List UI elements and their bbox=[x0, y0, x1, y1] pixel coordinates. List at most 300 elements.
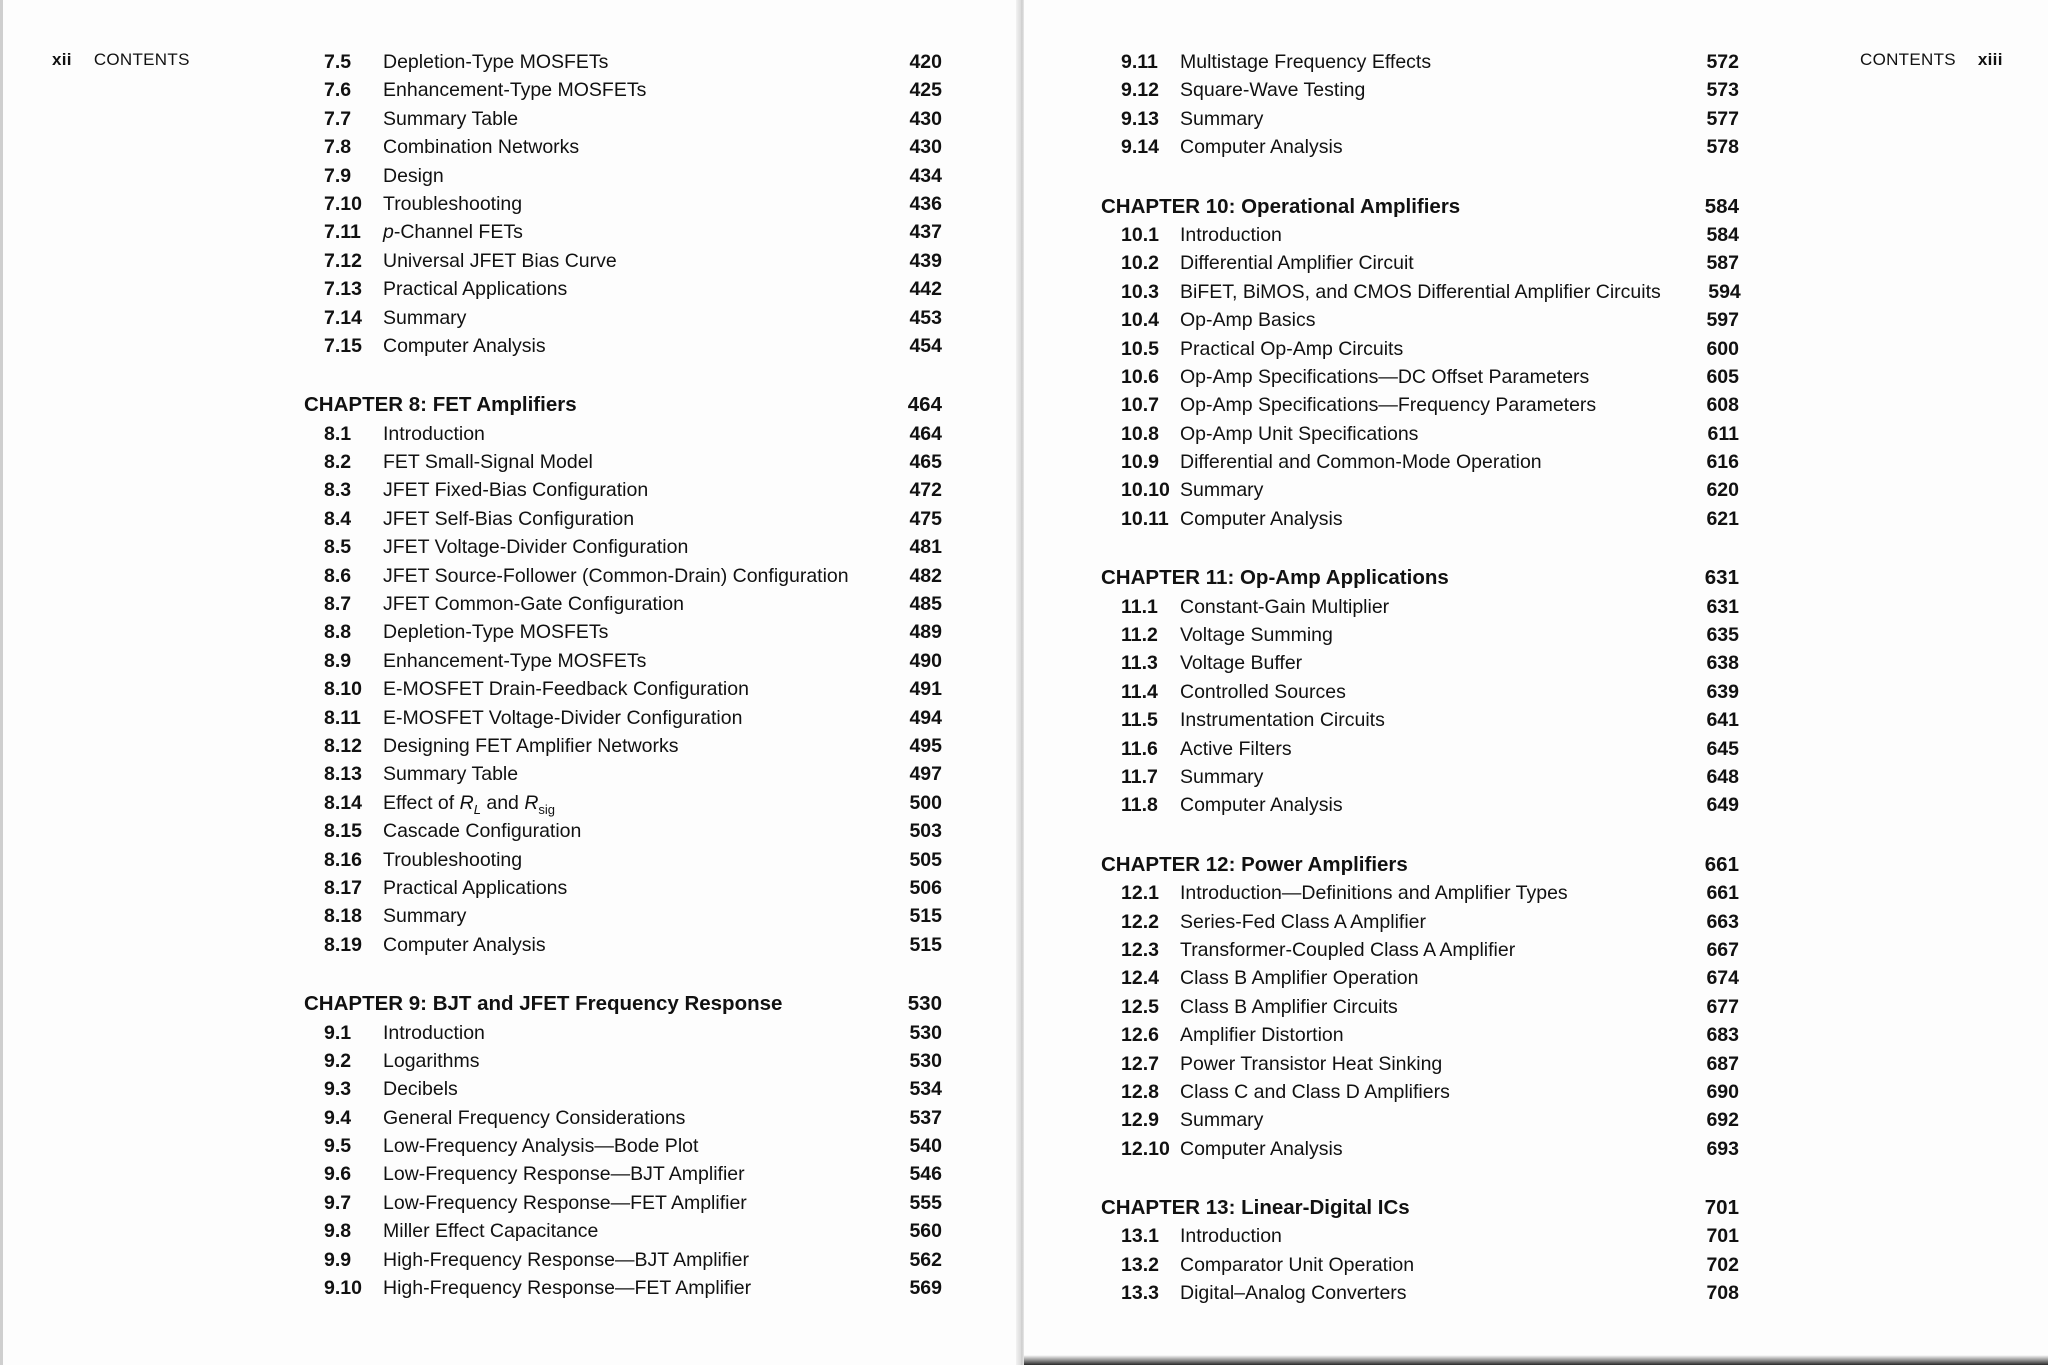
section-title: Op-Amp Specifications—Frequency Parameters bbox=[1180, 394, 1597, 417]
toc-entry bbox=[304, 846, 942, 874]
page-number: 645 bbox=[1706, 737, 1739, 760]
toc-entry bbox=[304, 533, 942, 561]
toc-entry bbox=[304, 1075, 942, 1103]
section-title: Differential Amplifier Circuit bbox=[1180, 252, 1414, 275]
section-number: 9.1 bbox=[324, 1021, 352, 1044]
page-number: 454 bbox=[909, 334, 942, 357]
page-number: 534 bbox=[909, 1078, 942, 1101]
section-number: 12.10 bbox=[1121, 1137, 1170, 1160]
section-title: BiFET, BiMOS, and CMOS Differential Amplifier Circuits bbox=[1180, 280, 1661, 303]
left-page bbox=[0, 0, 1020, 1365]
section-number: 8.7 bbox=[324, 593, 352, 616]
section-number: 10.3 bbox=[1121, 280, 1159, 303]
toc-entry bbox=[1101, 76, 1739, 104]
toc-entry bbox=[1101, 593, 1739, 621]
section-number: 9.2 bbox=[324, 1049, 352, 1072]
page-number: 490 bbox=[909, 649, 942, 672]
page-number: 530 bbox=[907, 992, 942, 1016]
toc-entry bbox=[1101, 1106, 1739, 1134]
page-number: 540 bbox=[909, 1135, 942, 1158]
section-title: Op-Amp Specifications—DC Offset Parameters bbox=[1180, 365, 1590, 388]
section-number: 8.16 bbox=[324, 848, 362, 871]
toc-entry bbox=[304, 817, 942, 845]
page-number: 430 bbox=[909, 136, 942, 159]
toc-entry bbox=[1101, 105, 1739, 133]
section-title: Cascade Configuration bbox=[383, 820, 582, 843]
section-number: 11.1 bbox=[1121, 595, 1158, 618]
section-number: 10.11 bbox=[1121, 507, 1169, 530]
section-number: 11.5 bbox=[1121, 709, 1158, 732]
section-title: Digital–Analog Converters bbox=[1180, 1282, 1407, 1305]
section-title: Op-Amp Basics bbox=[1180, 309, 1316, 332]
section-title: Practical Applications bbox=[383, 876, 568, 899]
section-title: Enhancement-Type MOSFETs bbox=[383, 649, 647, 672]
page-number: 693 bbox=[1706, 1137, 1739, 1160]
toc-entry bbox=[1101, 391, 1739, 419]
section-title: FET Small-Signal Model bbox=[383, 451, 593, 474]
toc-entry bbox=[304, 190, 942, 218]
chapter-title: CHAPTER 10: Operational Amplifiers bbox=[1101, 194, 1461, 218]
section-title: Design bbox=[383, 164, 444, 187]
page-number: 464 bbox=[907, 393, 942, 417]
section-number: 7.11 bbox=[324, 221, 361, 244]
section-title: Comparator Unit Operation bbox=[1180, 1253, 1415, 1276]
section-number: 10.4 bbox=[1121, 309, 1159, 332]
page-number: 690 bbox=[1706, 1080, 1739, 1103]
section-title: JFET Fixed-Bias Configuration bbox=[383, 479, 649, 502]
section-title: Logarithms bbox=[383, 1049, 480, 1072]
toc-entry bbox=[1101, 791, 1739, 819]
toc-entry bbox=[304, 105, 942, 133]
section-number: 8.13 bbox=[324, 763, 362, 786]
toc-entry bbox=[1101, 763, 1739, 791]
page-number: 677 bbox=[1706, 995, 1739, 1018]
page-number: 495 bbox=[909, 734, 942, 757]
toc-entry bbox=[1101, 221, 1739, 249]
section-title: Class C and Class D Amplifiers bbox=[1180, 1080, 1450, 1103]
left-running-header bbox=[52, 50, 190, 70]
section-title: Practical Op-Amp Circuits bbox=[1180, 337, 1404, 360]
section-title: JFET Source-Follower (Common-Drain) Configuration bbox=[383, 564, 849, 587]
page-number: 616 bbox=[1706, 451, 1739, 474]
section-title: Decibels bbox=[383, 1078, 458, 1101]
page-number: 485 bbox=[909, 593, 942, 616]
section-title: Summary Table bbox=[383, 107, 519, 130]
page-number: 503 bbox=[909, 820, 942, 843]
section-title: JFET Self-Bias Configuration bbox=[383, 507, 635, 530]
section-number: 7.10 bbox=[324, 192, 362, 215]
page-number: 481 bbox=[909, 536, 942, 559]
section-title: Differential and Common-Mode Operation bbox=[1180, 451, 1542, 474]
section-title: Depletion-Type MOSFETs bbox=[383, 51, 609, 73]
toc-entry bbox=[1101, 1279, 1739, 1307]
toc-entry bbox=[304, 505, 942, 533]
section-number: 9.11 bbox=[1121, 51, 1158, 73]
left-page-number: xii bbox=[52, 50, 72, 69]
page-number: 620 bbox=[1706, 479, 1739, 502]
page-number: 546 bbox=[909, 1163, 942, 1186]
section-title: High-Frequency Response—FET Amplifier bbox=[383, 1277, 752, 1300]
section-number: 10.2 bbox=[1121, 252, 1159, 275]
section-title: Troubleshooting bbox=[383, 192, 523, 215]
section-number: 12.5 bbox=[1121, 995, 1159, 1018]
section-title: Low-Frequency Response—FET Amplifier bbox=[383, 1191, 747, 1214]
section-title: Low-Frequency Analysis—Bode Plot bbox=[383, 1135, 699, 1158]
toc-entry bbox=[304, 902, 942, 930]
section-number: 8.5 bbox=[324, 536, 352, 559]
section-title: Summary bbox=[383, 306, 467, 329]
section-number: 8.15 bbox=[324, 820, 362, 843]
toc-entry bbox=[304, 133, 942, 161]
page-number: 667 bbox=[1706, 938, 1739, 961]
toc-entry bbox=[1101, 48, 1739, 76]
chapter-title: CHAPTER 11: Op-Amp Applications bbox=[1101, 566, 1449, 590]
toc-entry bbox=[304, 1217, 942, 1245]
section-title: Practical Applications bbox=[383, 278, 568, 301]
toc-entry bbox=[304, 76, 942, 104]
section-number: 12.4 bbox=[1121, 967, 1159, 990]
section-number: 7.14 bbox=[324, 306, 362, 329]
chapter-heading bbox=[1101, 851, 1739, 879]
toc-entry bbox=[1101, 1078, 1739, 1106]
page-number: 708 bbox=[1706, 1282, 1739, 1305]
page-number: 584 bbox=[1704, 194, 1739, 218]
section-number: 8.9 bbox=[324, 649, 352, 672]
page-number: 584 bbox=[1706, 223, 1739, 246]
page-number: 491 bbox=[909, 678, 942, 701]
section-number: 12.9 bbox=[1121, 1109, 1159, 1132]
page-number: 530 bbox=[909, 1021, 942, 1044]
toc-entry bbox=[1101, 363, 1739, 391]
toc-entry bbox=[304, 247, 942, 275]
page-number: 494 bbox=[909, 706, 942, 729]
section-title: Active Filters bbox=[1180, 737, 1292, 760]
section-number: 12.7 bbox=[1121, 1052, 1159, 1075]
toc-entry bbox=[1101, 649, 1739, 677]
page-number: 587 bbox=[1706, 252, 1739, 275]
page-number: 578 bbox=[1706, 136, 1739, 159]
section-number: 9.9 bbox=[324, 1248, 352, 1271]
page-number: 597 bbox=[1706, 309, 1739, 332]
page-number: 641 bbox=[1706, 709, 1739, 732]
section-title: Summary bbox=[1180, 765, 1264, 788]
toc-entry bbox=[1101, 706, 1739, 734]
page-number: 631 bbox=[1704, 566, 1739, 590]
section-title: Series-Fed Class A Amplifier bbox=[1180, 910, 1427, 933]
section-title: Computer Analysis bbox=[1180, 794, 1343, 817]
section-title: Voltage Buffer bbox=[1180, 652, 1303, 675]
toc-entry bbox=[1101, 335, 1739, 363]
section-title: Summary Table bbox=[383, 763, 519, 786]
section-title: Summary bbox=[1180, 107, 1264, 130]
page-number: 425 bbox=[909, 79, 942, 102]
page-number: 453 bbox=[909, 306, 942, 329]
toc-entry bbox=[304, 647, 942, 675]
section-spacer bbox=[1101, 162, 1739, 193]
section-number: 7.8 bbox=[324, 136, 352, 159]
section-number: 11.6 bbox=[1121, 737, 1158, 760]
section-number: 8.3 bbox=[324, 479, 352, 502]
right-page-number: xiii bbox=[1977, 50, 2003, 69]
chapter-heading bbox=[1101, 193, 1739, 221]
section-title: Computer Analysis bbox=[383, 933, 546, 956]
toc-entry bbox=[304, 218, 942, 246]
toc-entry bbox=[1101, 1251, 1739, 1279]
section-number: 10.8 bbox=[1121, 422, 1159, 445]
page-number: 661 bbox=[1704, 852, 1739, 876]
page-number: 420 bbox=[909, 51, 942, 73]
section-number: 13.2 bbox=[1121, 1253, 1159, 1276]
section-number: 10.9 bbox=[1121, 451, 1159, 474]
toc-entry bbox=[1101, 420, 1739, 448]
section-number: 9.3 bbox=[324, 1078, 352, 1101]
toc-entry bbox=[304, 1246, 942, 1274]
page-number: 702 bbox=[1706, 1253, 1739, 1276]
page-number: 482 bbox=[909, 564, 942, 587]
section-spacer bbox=[304, 959, 942, 990]
toc-entry bbox=[304, 789, 942, 817]
toc-entry bbox=[1101, 621, 1739, 649]
page-number: 638 bbox=[1706, 652, 1739, 675]
chapter-title: CHAPTER 9: BJT and JFET Frequency Response bbox=[304, 992, 783, 1016]
section-title: Computer Analysis bbox=[1180, 1137, 1343, 1160]
section-number: 7.13 bbox=[324, 278, 362, 301]
section-title: Effect of $R_L$ and $R_{sig}$ bbox=[383, 791, 556, 817]
page-number: 594 bbox=[1708, 280, 1741, 303]
page-number: 436 bbox=[909, 192, 942, 215]
section-title: Miller Effect Capacitance bbox=[383, 1220, 599, 1243]
section-number: 8.6 bbox=[324, 564, 352, 587]
section-title: Multistage Frequency Effects bbox=[1180, 51, 1432, 73]
left-toc-list bbox=[304, 48, 942, 1302]
section-title: Introduction bbox=[1180, 1225, 1282, 1248]
right-running-header bbox=[1860, 50, 2003, 70]
page-number: 600 bbox=[1706, 337, 1739, 360]
section-number: 8.18 bbox=[324, 905, 362, 928]
section-title: Enhancement-Type MOSFETs bbox=[383, 79, 647, 102]
page-number: 621 bbox=[1706, 507, 1739, 530]
section-title: Introduction bbox=[383, 1021, 485, 1044]
toc-entry bbox=[304, 874, 942, 902]
toc-entry bbox=[1101, 908, 1739, 936]
toc-entry bbox=[1101, 306, 1739, 334]
right-page bbox=[1024, 0, 2048, 1365]
section-number: 11.8 bbox=[1121, 794, 1158, 817]
page-edge bbox=[0, 0, 3, 1365]
section-number: 8.11 bbox=[324, 706, 361, 729]
section-title: Amplifier Distortion bbox=[1180, 1024, 1344, 1047]
section-number: 8.10 bbox=[324, 678, 362, 701]
section-title: Introduction bbox=[383, 422, 485, 445]
section-number: 12.1 bbox=[1121, 882, 1159, 905]
page-number: 661 bbox=[1706, 882, 1739, 905]
page-number: 701 bbox=[1704, 1196, 1739, 1220]
page-number: 639 bbox=[1706, 680, 1739, 703]
section-number: 9.10 bbox=[324, 1277, 362, 1300]
page-number: 437 bbox=[909, 221, 942, 244]
page-number: 692 bbox=[1706, 1109, 1739, 1132]
toc-entry bbox=[304, 931, 942, 959]
section-title: Introduction bbox=[1180, 223, 1282, 246]
section-title: Summary bbox=[1180, 479, 1264, 502]
toc-entry bbox=[304, 304, 942, 332]
page-number: 497 bbox=[909, 763, 942, 786]
toc-entry bbox=[304, 590, 942, 618]
section-number: 8.2 bbox=[324, 451, 352, 474]
chapter-title: CHAPTER 12: Power Amplifiers bbox=[1101, 852, 1408, 876]
chapter-heading bbox=[1101, 564, 1739, 592]
section-title: Computer Analysis bbox=[1180, 507, 1343, 530]
page-number: 515 bbox=[909, 905, 942, 928]
section-number: 12.8 bbox=[1121, 1080, 1159, 1103]
page-number: 475 bbox=[909, 507, 942, 530]
section-title: Computer Analysis bbox=[1180, 136, 1343, 159]
section-number: 8.12 bbox=[324, 734, 362, 757]
section-number: 9.7 bbox=[324, 1191, 352, 1214]
section-number: 12.3 bbox=[1121, 938, 1159, 961]
section-title: Constant-Gain Multiplier bbox=[1180, 595, 1390, 618]
toc-entry bbox=[1101, 249, 1739, 277]
section-title: Universal JFET Bias Curve bbox=[383, 249, 617, 272]
toc-entry bbox=[1101, 1021, 1739, 1049]
toc-entry bbox=[304, 704, 942, 732]
page-number: 505 bbox=[909, 848, 942, 871]
page-number: 472 bbox=[909, 479, 942, 502]
section-number: 10.1 bbox=[1121, 223, 1159, 246]
section-number: 9.8 bbox=[324, 1220, 352, 1243]
page-number: 572 bbox=[1706, 51, 1739, 73]
section-title: Controlled Sources bbox=[1180, 680, 1346, 703]
section-title: Class B Amplifier Operation bbox=[1180, 967, 1419, 990]
section-spacer bbox=[1101, 820, 1739, 851]
toc-entry bbox=[304, 1274, 942, 1302]
section-number: 9.4 bbox=[324, 1106, 352, 1129]
section-title: E-MOSFET Drain-Feedback Configuration bbox=[383, 678, 749, 701]
page-number: 489 bbox=[909, 621, 942, 644]
toc-entry bbox=[1101, 678, 1739, 706]
toc-entry bbox=[1101, 278, 1739, 306]
page-number: 530 bbox=[909, 1049, 942, 1072]
section-number: 11.7 bbox=[1121, 765, 1158, 788]
page-number: 555 bbox=[909, 1191, 942, 1214]
section-number: 12.6 bbox=[1121, 1024, 1159, 1047]
section-spacer bbox=[1101, 1163, 1739, 1194]
toc-entry bbox=[1101, 1135, 1739, 1163]
section-title: Low-Frequency Response—BJT Amplifier bbox=[383, 1163, 745, 1186]
page-number: 515 bbox=[909, 933, 942, 956]
section-title: Introduction—Definitions and Amplifier Types bbox=[1180, 882, 1568, 905]
toc-entry bbox=[1101, 133, 1739, 161]
chapter-heading bbox=[304, 990, 942, 1018]
section-number: 10.5 bbox=[1121, 337, 1159, 360]
toc-entry bbox=[304, 1047, 942, 1075]
right-header-label: CONTENTS bbox=[1860, 50, 1956, 69]
page-number: 506 bbox=[909, 876, 942, 899]
section-number: 11.4 bbox=[1121, 680, 1158, 703]
section-title: General Frequency Considerations bbox=[383, 1106, 686, 1129]
toc-entry bbox=[1101, 993, 1739, 1021]
chapter-title: CHAPTER 8: FET Amplifiers bbox=[304, 393, 577, 417]
section-title: p-Channel FETs bbox=[383, 221, 523, 244]
toc-entry bbox=[1101, 476, 1739, 504]
page-number: 649 bbox=[1706, 794, 1739, 817]
page-bottom-shadow bbox=[1024, 1355, 2048, 1365]
section-number: 7.7 bbox=[324, 107, 352, 130]
section-title: Summary bbox=[383, 905, 467, 928]
left-header-label: CONTENTS bbox=[93, 50, 190, 69]
section-number: 9.6 bbox=[324, 1163, 352, 1186]
section-title: Combination Networks bbox=[383, 136, 580, 159]
section-title: Instrumentation Circuits bbox=[1180, 709, 1385, 732]
page-number: 573 bbox=[1706, 79, 1739, 102]
section-title: Troubleshooting bbox=[383, 848, 523, 871]
toc-entry bbox=[1101, 505, 1739, 533]
section-title: JFET Common-Gate Configuration bbox=[383, 593, 684, 616]
page-number: 500 bbox=[909, 791, 942, 814]
page-number: 577 bbox=[1706, 107, 1739, 130]
section-number: 10.10 bbox=[1121, 479, 1170, 502]
section-title: JFET Voltage-Divider Configuration bbox=[383, 536, 689, 559]
toc-entry bbox=[304, 1189, 942, 1217]
section-title: Class B Amplifier Circuits bbox=[1180, 995, 1398, 1018]
chapter-heading bbox=[304, 391, 942, 419]
toc-entry bbox=[1101, 1222, 1739, 1250]
section-number: 10.7 bbox=[1121, 394, 1159, 417]
section-title: Power Transistor Heat Sinking bbox=[1180, 1052, 1443, 1075]
page-number: 465 bbox=[909, 451, 942, 474]
page-number: 611 bbox=[1707, 422, 1739, 445]
section-number: 8.1 bbox=[324, 422, 352, 445]
section-spacer bbox=[304, 360, 942, 391]
toc-entry bbox=[1101, 448, 1739, 476]
section-number: 7.6 bbox=[324, 79, 352, 102]
toc-entry bbox=[304, 562, 942, 590]
section-number: 9.12 bbox=[1121, 79, 1159, 102]
section-spacer bbox=[1101, 533, 1739, 564]
section-number: 8.4 bbox=[324, 507, 352, 530]
toc-entry bbox=[1101, 1050, 1739, 1078]
toc-entry bbox=[304, 1160, 942, 1188]
page-number: 464 bbox=[909, 422, 942, 445]
toc-entry bbox=[304, 476, 942, 504]
section-number: 11.2 bbox=[1121, 624, 1158, 647]
page-number: 562 bbox=[909, 1248, 942, 1271]
toc-entry bbox=[304, 1104, 942, 1132]
toc-entry bbox=[304, 675, 942, 703]
page-number: 439 bbox=[909, 249, 942, 272]
toc-entry bbox=[304, 48, 942, 76]
section-number: 8.14 bbox=[324, 791, 362, 814]
toc-entry bbox=[304, 162, 942, 190]
page-number: 434 bbox=[909, 164, 942, 187]
right-toc-list bbox=[1101, 48, 1739, 1308]
chapter-heading bbox=[1101, 1194, 1739, 1222]
section-number: 10.6 bbox=[1121, 365, 1159, 388]
section-number: 7.9 bbox=[324, 164, 352, 187]
section-number: 8.17 bbox=[324, 876, 362, 899]
toc-entry bbox=[304, 1132, 942, 1160]
page-number: 605 bbox=[1706, 365, 1739, 388]
section-title: Op-Amp Unit Specifications bbox=[1180, 422, 1419, 445]
section-number: 12.2 bbox=[1121, 910, 1159, 933]
section-title: Transformer-Coupled Class A Amplifier bbox=[1180, 938, 1516, 961]
toc-entry bbox=[1101, 879, 1739, 907]
toc-entry bbox=[304, 332, 942, 360]
toc-entry bbox=[304, 448, 942, 476]
page-number: 569 bbox=[909, 1277, 942, 1300]
toc-entry bbox=[304, 1019, 942, 1047]
section-title: Designing FET Amplifier Networks bbox=[383, 734, 679, 757]
